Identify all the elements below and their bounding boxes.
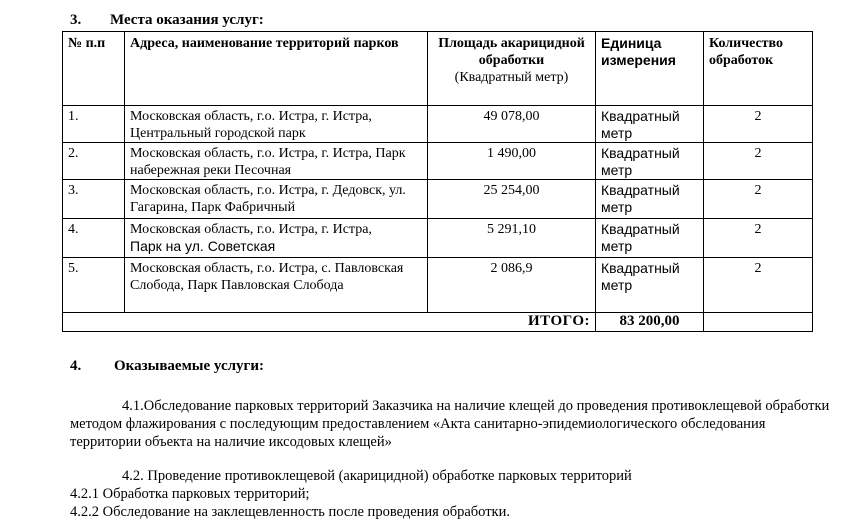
section-4-heading xyxy=(70,358,264,375)
total-empty-cell xyxy=(704,313,813,332)
row-address-line2: Парк на ул. Советская xyxy=(130,238,276,254)
row-address: Московская область, г.о. Истра, г. Истра, Парк набережная реки Песочная xyxy=(125,143,428,180)
table-row xyxy=(63,143,813,180)
table-row xyxy=(63,106,813,143)
row-count: 2 xyxy=(704,258,813,313)
row-num: 3. xyxy=(63,180,125,219)
row-address: Московская область, г.о. Истра, г. Дедовск, ул. Гагарина, Парк Фабричный xyxy=(125,180,428,219)
header-area xyxy=(428,32,596,106)
table-header-row xyxy=(63,32,813,106)
section-3-title: Места оказания услуг: xyxy=(110,12,264,28)
section-3-heading xyxy=(70,12,264,29)
header-unit: Единица измерения xyxy=(596,32,704,106)
total-label: ИТОГО: xyxy=(63,313,596,332)
header-area-label: Площадь акарицидной обработки xyxy=(438,36,585,68)
row-area: 1 490,00 xyxy=(428,143,596,180)
total-value: 83 200,00 xyxy=(596,313,704,332)
paragraph-4-2-1: 4.2.1 Обработка парковых территорий; xyxy=(70,486,310,502)
row-num: 4. xyxy=(63,219,125,258)
row-unit: Квадратный метр xyxy=(596,219,704,258)
row-area: 49 078,00 xyxy=(428,106,596,143)
service-locations-table xyxy=(62,31,813,332)
row-num: 1. xyxy=(63,106,125,143)
paragraph-4-2: 4.2. Проведение противоклещевой (акарицидной) обработке парковых территорий xyxy=(122,468,632,484)
row-area: 2 086,9 xyxy=(428,258,596,313)
row-unit: Квадратный метр xyxy=(596,180,704,219)
row-address: Московская область, г.о. Истра, г. Истра, Центральный городской парк xyxy=(125,106,428,143)
paragraph-4-1: 4.1.Обследование парковых территорий Заказчика на наличие клещей до проведения противоклещевой обработки методом флажирования с последующим предоставлением «Акта санитарно-эпидемиологического обследования территории объекта на наличие иксодовых клещей» xyxy=(70,398,830,450)
row-unit: Квадратный метр xyxy=(596,106,704,143)
row-num: 5. xyxy=(63,258,125,313)
section-4-title: Оказываемые услуги: xyxy=(114,358,264,374)
paragraph-4-2-2: 4.2.2 Обследование на заклещевленность после проведения обработки. xyxy=(70,504,510,520)
row-address: Московская область, г.о. Истра, с. Павловская Слобода, Парк Павловская Слобода xyxy=(125,258,428,313)
row-count: 2 xyxy=(704,219,813,258)
table-total-row xyxy=(63,313,813,332)
row-unit: Квадратный метр xyxy=(596,258,704,313)
row-address xyxy=(125,219,428,258)
row-num: 2. xyxy=(63,143,125,180)
table-row xyxy=(63,219,813,258)
section-4-number: 4. xyxy=(70,358,82,374)
table-row xyxy=(63,180,813,219)
header-count: Количество обработок xyxy=(704,32,813,106)
table-row xyxy=(63,258,813,313)
row-count: 2 xyxy=(704,143,813,180)
row-count: 2 xyxy=(704,106,813,143)
row-area: 25 254,00 xyxy=(428,180,596,219)
row-address-line1: Московская область, г.о. Истра, г. Истра, xyxy=(130,222,372,237)
row-count: 2 xyxy=(704,180,813,219)
row-area: 5 291,10 xyxy=(428,219,596,258)
row-unit: Квадратный метр xyxy=(596,143,704,180)
header-address: Адреса, наименование территорий парков xyxy=(125,32,428,106)
section-3-number: 3. xyxy=(70,12,82,28)
header-area-unit: (Квадратный метр) xyxy=(454,70,569,85)
header-num: № п.п xyxy=(63,32,125,106)
